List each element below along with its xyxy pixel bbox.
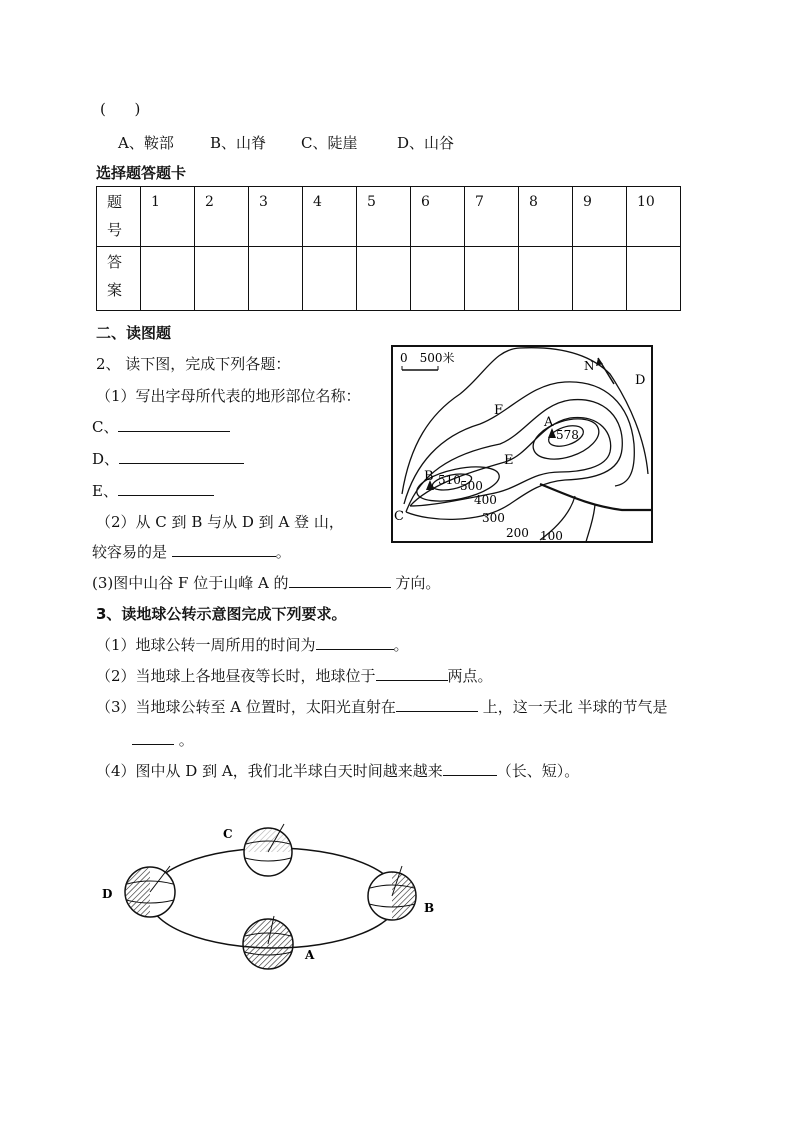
label-b: B bbox=[424, 901, 435, 915]
table-row bbox=[97, 187, 681, 247]
q2-part2a: （2）从 C 到 B 与从 D 到 A 登 山， bbox=[96, 513, 344, 531]
peak-a-elevation: 578 bbox=[556, 428, 579, 442]
contour-label: 400 bbox=[474, 493, 497, 507]
q3-part1: （1）地球公转一周所用的时间为 。 bbox=[96, 636, 409, 654]
answer-cell[interactable] bbox=[195, 247, 249, 311]
number-cell: 7 bbox=[465, 187, 519, 247]
answer-parentheses: ( ) bbox=[100, 100, 141, 118]
answer-cell[interactable] bbox=[519, 247, 573, 311]
blank-day-length[interactable] bbox=[443, 761, 497, 776]
orbit-diagram bbox=[96, 812, 440, 977]
point-f-label: F bbox=[494, 403, 504, 418]
answer-cell[interactable] bbox=[141, 247, 195, 311]
q3-part3-cont: 。 bbox=[132, 729, 194, 750]
label-e: E、 bbox=[92, 482, 118, 500]
scale-label: 0 500米 bbox=[400, 351, 455, 365]
earth-d-icon bbox=[125, 866, 175, 917]
q3-part3: （3）当地球公转至 A 位置时，太阳光直射在 上，这一天北 半球的节气是 bbox=[96, 698, 668, 716]
number-cell: 6 bbox=[411, 187, 465, 247]
point-c-label: C bbox=[394, 509, 404, 524]
label-d: D bbox=[102, 887, 113, 901]
section3-title: 3、读地球公转示意图完成下列要求。 bbox=[96, 605, 347, 623]
option-a: A、鞍部 bbox=[118, 134, 174, 152]
contour-label: 100 bbox=[540, 529, 563, 543]
label-c: C、 bbox=[92, 418, 119, 436]
number-cell: 10 bbox=[627, 187, 681, 247]
q2-part2b: 较容易的是 。 bbox=[92, 543, 291, 561]
answer-cell[interactable] bbox=[465, 247, 519, 311]
number-cell: 9 bbox=[573, 187, 627, 247]
number-cell: 3 bbox=[249, 187, 303, 247]
contour-map bbox=[390, 344, 656, 549]
table-row bbox=[97, 247, 681, 311]
number-cell: 1 bbox=[141, 187, 195, 247]
earth-b-icon bbox=[368, 866, 416, 920]
blank-d[interactable] bbox=[119, 449, 244, 464]
q2-intro: 2、 读下图，完成下列各题： bbox=[96, 355, 291, 373]
contour-label: 300 bbox=[482, 511, 505, 525]
peak-b-elevation: 510 bbox=[438, 473, 461, 487]
point-a-label: A bbox=[544, 415, 554, 430]
answer-cell[interactable] bbox=[573, 247, 627, 311]
earth-c-icon bbox=[244, 824, 292, 876]
option-d: D、山谷 bbox=[397, 134, 455, 152]
label-a: A bbox=[305, 948, 315, 962]
section-title-reading: 二、读图题 bbox=[96, 324, 172, 342]
q2-part3: (3)图中山谷 F 位于山峰 A 的 方向。 bbox=[92, 574, 441, 592]
answer-cell[interactable] bbox=[303, 247, 357, 311]
row-header-number: 题 号 bbox=[97, 187, 141, 247]
number-cell: 5 bbox=[357, 187, 411, 247]
blank-equinox-points[interactable] bbox=[376, 666, 448, 681]
answer-card-title: 选择题答题卡 bbox=[96, 164, 187, 182]
blank-c[interactable] bbox=[118, 417, 230, 432]
number-cell: 4 bbox=[303, 187, 357, 247]
point-e-label: E bbox=[504, 453, 514, 468]
q3-part2: （2）当地球上各地昼夜等长时，地球位于 两点。 bbox=[96, 667, 493, 685]
blank-direct-sunlight[interactable] bbox=[396, 697, 478, 712]
map-frame bbox=[392, 346, 652, 542]
blank-d-line bbox=[92, 448, 244, 469]
option-b: B、山脊 bbox=[210, 134, 267, 152]
number-cell: 2 bbox=[195, 187, 249, 247]
blank-revolution-period[interactable] bbox=[316, 635, 394, 650]
point-d-label: D bbox=[635, 373, 646, 388]
blank-c-line bbox=[92, 416, 230, 437]
blank-e[interactable] bbox=[118, 481, 214, 496]
row-header-answer: 答 案 bbox=[97, 247, 141, 311]
number-cell: 8 bbox=[519, 187, 573, 247]
contour-label: 500 bbox=[460, 479, 483, 493]
blank-easier-route[interactable] bbox=[172, 542, 276, 557]
answer-cell[interactable] bbox=[627, 247, 681, 311]
label-c: C bbox=[223, 827, 233, 841]
answer-card-table bbox=[96, 186, 681, 311]
contour-label: 200 bbox=[506, 526, 529, 540]
blank-direction[interactable] bbox=[289, 573, 391, 588]
answer-cell[interactable] bbox=[357, 247, 411, 311]
point-b-label: B bbox=[424, 469, 434, 484]
label-d: D、 bbox=[92, 450, 120, 468]
option-c: C、陡崖 bbox=[301, 134, 358, 152]
answer-cell[interactable] bbox=[249, 247, 303, 311]
north-label: N bbox=[584, 359, 595, 373]
earth-a-icon bbox=[243, 916, 293, 969]
blank-solar-term[interactable] bbox=[132, 730, 174, 745]
q3-part4: （4）图中从 D 到 A，我们北半球白天时间越来越来 （长、短）。 bbox=[96, 762, 580, 780]
blank-e-line bbox=[92, 480, 214, 501]
q2-part1: （1）写出字母所代表的地形部位名称： bbox=[96, 387, 361, 405]
answer-cell[interactable] bbox=[411, 247, 465, 311]
